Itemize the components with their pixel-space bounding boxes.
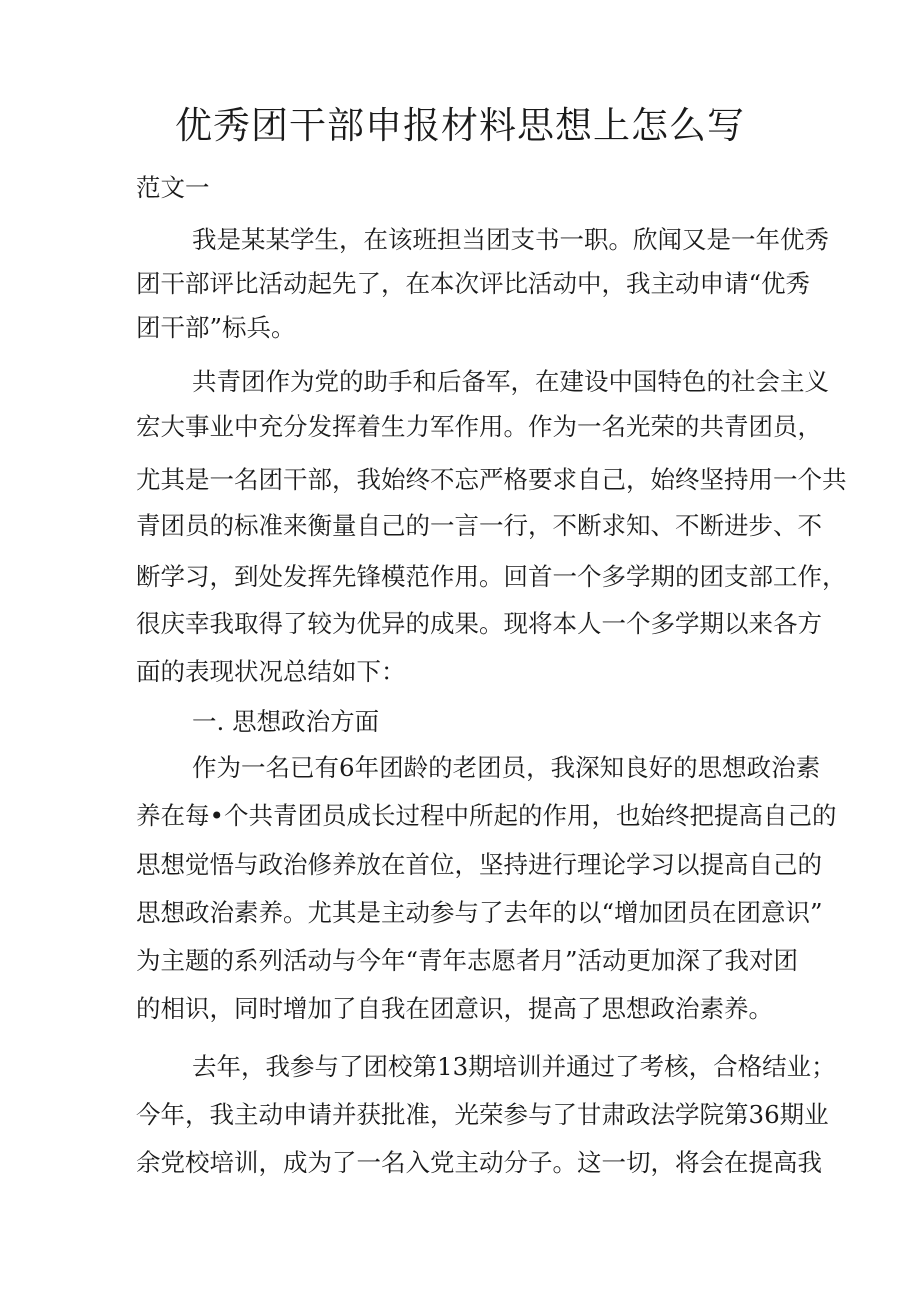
paragraph-line: 团干部”标兵。 [136, 313, 296, 342]
paragraph-line: 今年，我主动申请并获批准，光荣参与了甘肃政法学院第36期业 [136, 1100, 829, 1129]
paragraph-line: 去年，我参与了团校第13期培训并通过了考核，合格结业； [192, 1052, 836, 1081]
section-heading: 一. 思想政治方面 [192, 707, 380, 736]
paragraph-line: 青团员的标准来衡量自己的一言一行，不断求知、不断进步、不 [136, 511, 822, 540]
paragraph-line: 养在每•个共青团员成长过程中所起的作用，也始终把提高自己的 [136, 801, 837, 830]
document-title: 优秀团干部申报材料思想上怎么写 [175, 104, 745, 147]
paragraph-line: 思想觉悟与政治修养放在首位，坚持进行理论学习以提高自己的 [136, 850, 822, 879]
paragraph-line: 宏大事业中充分发挥着生力军作用。作为一名光荣的共青团员， [136, 412, 822, 441]
paragraph-line: 团干部评比活动起先了，在本次评比活动中，我主动申请“优秀 [136, 269, 811, 298]
paragraph-line: 断学习，到处发挥先锋模范作用。回首一个多学期的团支部工作， [136, 562, 847, 591]
paragraph-line: 作为一名已有6年团龄的老团员，我深知良好的思想政治素 [192, 753, 821, 782]
paragraph-line: 思想政治素养。尤其是主动参与了去年的以“增加团员在团意识” [136, 898, 823, 927]
paragraph-line: 为主题的系列活动与今年“青年志愿者月”活动更加深了我对团 [136, 946, 799, 975]
paragraph-line: 共青团作为党的助手和后备军，在建设中国特色的社会主义 [192, 367, 829, 396]
paragraph-line: 尤其是一名团干部，我始终不忘严格要求自己，始终坚持用一个共 [136, 465, 847, 494]
paragraph-line: 余党校培训，成为了一名入党主动分子。这一切，将会在提高我 [136, 1148, 822, 1177]
paragraph-line: 很庆幸我取得了较为优异的成果。现将本人一个多学期以来各方 [136, 609, 822, 638]
section-label: 范文一 [136, 173, 210, 202]
paragraph-line: 的相识，同时增加了自我在团意识，提高了思想政治素养。 [136, 994, 773, 1023]
paragraph-line: 我是某某学生，在该班担当团支书一职。欣闻又是一年优秀 [192, 225, 829, 254]
paragraph-line: 面的表现状况总结如下： [136, 657, 406, 686]
